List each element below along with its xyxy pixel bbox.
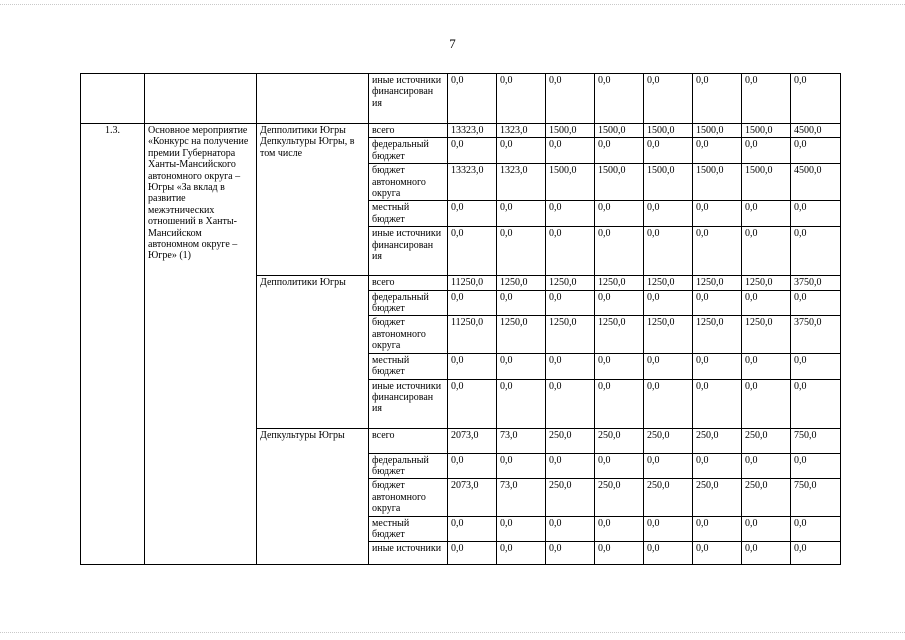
value-cell: 0,0 (595, 290, 644, 316)
value-cell: 0,0 (546, 379, 595, 428)
source-label: иные источники финансирован ия (369, 227, 448, 276)
value-cell: 3750,0 (791, 276, 841, 290)
value-cell: 0,0 (742, 227, 791, 276)
value-cell: 0,0 (448, 74, 497, 124)
value-cell: 250,0 (693, 479, 742, 516)
value-cell: 0,0 (742, 542, 791, 565)
value-cell: 1250,0 (546, 316, 595, 353)
value-cell: 0,0 (644, 201, 693, 227)
value-cell: 0,0 (497, 74, 546, 124)
value-cell: 4500,0 (791, 164, 841, 201)
value-cell: 0,0 (742, 138, 791, 164)
value-cell: 0,0 (448, 201, 497, 227)
value-cell: 0,0 (644, 227, 693, 276)
value-cell: 0,0 (595, 453, 644, 479)
scan-edge-bottom (0, 632, 905, 633)
value-cell: 0,0 (448, 290, 497, 316)
value-cell: 0,0 (448, 353, 497, 379)
source-label: иные источники финансирован ия (369, 74, 448, 124)
value-cell: 0,0 (693, 138, 742, 164)
value-cell: 0,0 (595, 516, 644, 542)
value-cell: 0,0 (497, 138, 546, 164)
value-cell: 73,0 (497, 479, 546, 516)
value-cell: 250,0 (644, 479, 693, 516)
value-cell: 1250,0 (497, 276, 546, 290)
value-cell: 250,0 (546, 428, 595, 453)
value-cell: 0,0 (693, 379, 742, 428)
item-name: Основное мероприятие «Конкурс на получение премии Губернатора Ханты-Мансийского автономного округа – Югры «За вклад в развитие межэтнических отношений в Ханты-Мансийском автономном округе – Югре» (1) (145, 124, 257, 565)
value-cell: 0,0 (546, 516, 595, 542)
source-label: бюджет автономного округа (369, 164, 448, 201)
value-cell: 250,0 (595, 428, 644, 453)
funding-table (80, 73, 841, 565)
value-cell: 0,0 (791, 138, 841, 164)
value-cell: 0,0 (644, 353, 693, 379)
value-cell: 1500,0 (595, 164, 644, 201)
table-row (81, 124, 841, 138)
value-cell: 1250,0 (644, 316, 693, 353)
value-cell: 1323,0 (497, 124, 546, 138)
value-cell: 0,0 (742, 353, 791, 379)
value-cell: 0,0 (644, 542, 693, 565)
source-label: иные источники финансирован ия (369, 379, 448, 428)
value-cell: 0,0 (497, 290, 546, 316)
executor-cell: Депполитики Югры Депкультуры Югры, в том числе (257, 124, 369, 276)
value-cell: 0,0 (791, 353, 841, 379)
source-label: всего (369, 276, 448, 290)
source-label: всего (369, 428, 448, 453)
value-cell: 0,0 (791, 516, 841, 542)
value-cell: 0,0 (644, 379, 693, 428)
value-cell: 4500,0 (791, 124, 841, 138)
value-cell: 0,0 (595, 138, 644, 164)
value-cell: 13323,0 (448, 124, 497, 138)
value-cell: 0,0 (644, 453, 693, 479)
value-cell: 0,0 (546, 227, 595, 276)
value-cell: 73,0 (497, 428, 546, 453)
item-number: 1.3. (81, 124, 145, 565)
value-cell: 0,0 (546, 542, 595, 565)
value-cell: 1500,0 (546, 124, 595, 138)
value-cell: 0,0 (693, 453, 742, 479)
value-cell: 0,0 (742, 74, 791, 124)
value-cell: 0,0 (791, 379, 841, 428)
value-cell: 1250,0 (595, 316, 644, 353)
value-cell: 0,0 (644, 138, 693, 164)
value-cell: 0,0 (693, 201, 742, 227)
value-cell: 0,0 (693, 227, 742, 276)
value-cell: 1250,0 (595, 276, 644, 290)
value-cell: 750,0 (791, 428, 841, 453)
value-cell: 1250,0 (742, 276, 791, 290)
continuation-row (81, 74, 841, 124)
value-cell: 11250,0 (448, 316, 497, 353)
value-cell: 0,0 (791, 227, 841, 276)
value-cell: 0,0 (448, 542, 497, 565)
value-cell: 0,0 (644, 290, 693, 316)
value-cell: 1500,0 (644, 124, 693, 138)
value-cell: 1500,0 (644, 164, 693, 201)
value-cell: 0,0 (644, 516, 693, 542)
value-cell: 0,0 (497, 379, 546, 428)
source-label: местный бюджет (369, 353, 448, 379)
value-cell: 0,0 (546, 201, 595, 227)
value-cell: 1250,0 (497, 316, 546, 353)
value-cell: 1500,0 (546, 164, 595, 201)
value-cell: 0,0 (497, 542, 546, 565)
value-cell: 0,0 (791, 74, 841, 124)
value-cell: 1250,0 (693, 316, 742, 353)
page-number: 7 (449, 36, 456, 51)
value-cell: 250,0 (742, 428, 791, 453)
value-cell: 0,0 (595, 74, 644, 124)
value-cell: 13323,0 (448, 164, 497, 201)
value-cell: 1250,0 (644, 276, 693, 290)
value-cell: 1500,0 (742, 124, 791, 138)
value-cell: 0,0 (497, 227, 546, 276)
value-cell: 250,0 (644, 428, 693, 453)
value-cell: 0,0 (595, 542, 644, 565)
value-cell: 750,0 (791, 479, 841, 516)
value-cell: 250,0 (546, 479, 595, 516)
value-cell: 0,0 (546, 290, 595, 316)
value-cell: 0,0 (448, 138, 497, 164)
cell-number-empty (81, 74, 145, 124)
value-cell: 0,0 (693, 542, 742, 565)
value-cell: 0,0 (742, 453, 791, 479)
value-cell: 1500,0 (693, 124, 742, 138)
value-cell: 0,0 (595, 379, 644, 428)
source-label: федеральный бюджет (369, 290, 448, 316)
value-cell: 2073,0 (448, 428, 497, 453)
value-cell: 0,0 (497, 516, 546, 542)
value-cell: 1250,0 (693, 276, 742, 290)
value-cell: 1323,0 (497, 164, 546, 201)
value-cell: 0,0 (742, 516, 791, 542)
value-cell: 250,0 (595, 479, 644, 516)
value-cell: 0,0 (693, 353, 742, 379)
value-cell: 11250,0 (448, 276, 497, 290)
value-cell: 0,0 (742, 201, 791, 227)
value-cell: 0,0 (693, 290, 742, 316)
value-cell: 0,0 (497, 201, 546, 227)
value-cell: 3750,0 (791, 316, 841, 353)
source-label: местный бюджет (369, 201, 448, 227)
value-cell: 0,0 (546, 74, 595, 124)
value-cell: 0,0 (595, 227, 644, 276)
value-cell: 0,0 (693, 74, 742, 124)
source-label: бюджет автономного округа (369, 316, 448, 353)
scan-edge-top (0, 4, 905, 5)
value-cell: 0,0 (448, 453, 497, 479)
value-cell: 0,0 (791, 453, 841, 479)
source-label: всего (369, 124, 448, 138)
value-cell: 250,0 (693, 428, 742, 453)
cell-executor-empty (257, 74, 369, 124)
value-cell: 1250,0 (546, 276, 595, 290)
value-cell: 0,0 (448, 379, 497, 428)
value-cell: 0,0 (791, 542, 841, 565)
value-cell: 0,0 (546, 453, 595, 479)
value-cell: 1500,0 (693, 164, 742, 201)
value-cell: 0,0 (742, 290, 791, 316)
source-label: федеральный бюджет (369, 138, 448, 164)
executor-cell: Депкультуры Югры (257, 428, 369, 565)
value-cell: 0,0 (546, 353, 595, 379)
value-cell: 0,0 (448, 516, 497, 542)
value-cell: 0,0 (448, 227, 497, 276)
value-cell: 250,0 (742, 479, 791, 516)
value-cell: 0,0 (595, 201, 644, 227)
source-label: местный бюджет (369, 516, 448, 542)
value-cell: 1250,0 (742, 316, 791, 353)
value-cell: 1500,0 (742, 164, 791, 201)
value-cell: 2073,0 (448, 479, 497, 516)
executor-cell: Депполитики Югры (257, 276, 369, 428)
value-cell: 1500,0 (595, 124, 644, 138)
value-cell: 0,0 (497, 453, 546, 479)
value-cell: 0,0 (693, 516, 742, 542)
value-cell: 0,0 (497, 353, 546, 379)
cell-name-empty (145, 74, 257, 124)
value-cell: 0,0 (791, 290, 841, 316)
source-label: иные источники (369, 542, 448, 565)
value-cell: 0,0 (546, 138, 595, 164)
value-cell: 0,0 (742, 379, 791, 428)
value-cell: 0,0 (644, 74, 693, 124)
value-cell: 0,0 (595, 353, 644, 379)
source-label: федеральный бюджет (369, 453, 448, 479)
source-label: бюджет автономного округа (369, 479, 448, 516)
value-cell: 0,0 (791, 201, 841, 227)
